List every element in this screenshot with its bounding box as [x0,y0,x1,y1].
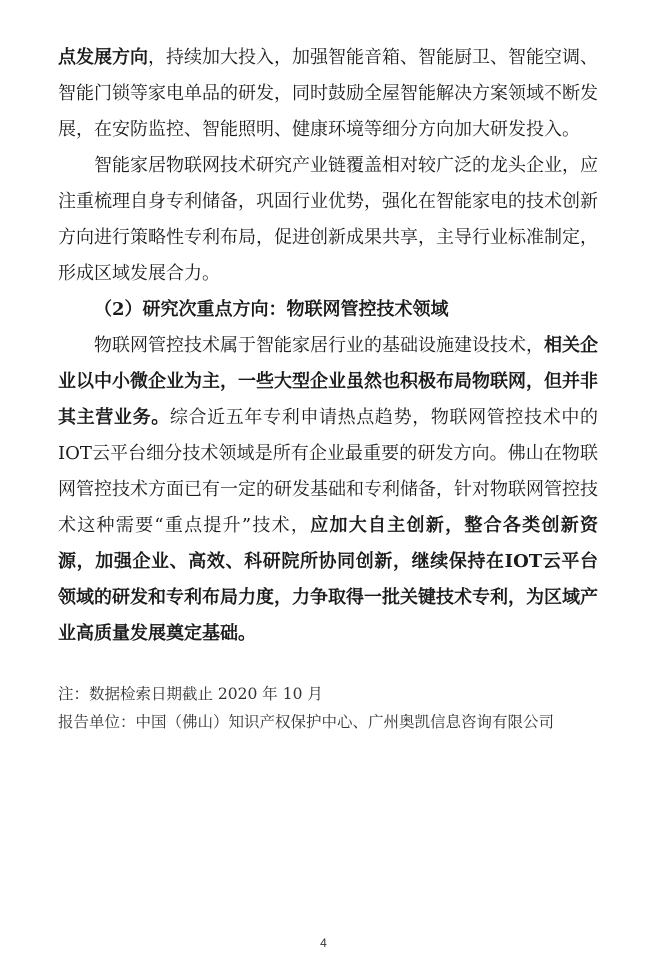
paragraph-3-seg3: 综合近五年专利申请热点趋势，物联网管控技术中的IOT云平台细分技术领域是所有企业最重要的研发方向。佛山在物联网管控技术方面已有一定的研发基础和专利储备，针对物联网管控技术这种需要“重点提升”技术， [58,407,598,536]
section-heading: （2）研究次重点方向：物联网管控技术领域 [94,299,449,320]
page-number: 4 [320,936,327,950]
page-body [58,40,598,652]
paragraph-1-bold-lead: 点发展方向 [58,47,148,68]
paragraph-3 [58,328,598,652]
paragraph-1 [58,40,598,148]
note-date: 注：数据检索日期截止 2020 年 10 月 [58,685,323,703]
note-report-unit: 报告单位：中国（佛山）知识产权保护中心、广州奥凯信息咨询有限公司 [58,713,555,731]
paragraph-1-text: ，持续加大投入，加强智能音箱、智能厨卫、智能空调、智能门锁等家电单品的研发，同时鼓励全屋智能解决方案领域不断发展，在安防监控、智能照明、健康环境等细分方向加大研发投入。 [58,47,598,140]
footnotes [58,680,598,736]
paragraph-3-seg4-bold: 应加大自主创新，整合各类创新资源，加强企业、高效、科研院所协同创新，继续保持在IOT云平台领域的研发和专利布局力度，力争取得一批关键技术专利，为区域产业高质量发展奠定基础。 [58,515,598,644]
paragraph-3-seg1: 物联网管控技术属于智能家居行业的基础设施建设技术， [94,335,544,356]
paragraph-2 [58,148,598,292]
paragraph-2-text: 智能家居物联网技术研究产业链覆盖相对较广泛的龙头企业，应注重梳理自身专利储备，巩固行业优势，强化在智能家电的技术创新方向进行策略性专利布局，促进创新成果共享，主导行业标准制定，形成区域发展合力。 [58,155,598,284]
paragraph-3-seg2-bold: 相关企业以中小微企业为主，一些大型企业虽然也积极布局物联网，但并非其主营业务。 [58,335,598,428]
